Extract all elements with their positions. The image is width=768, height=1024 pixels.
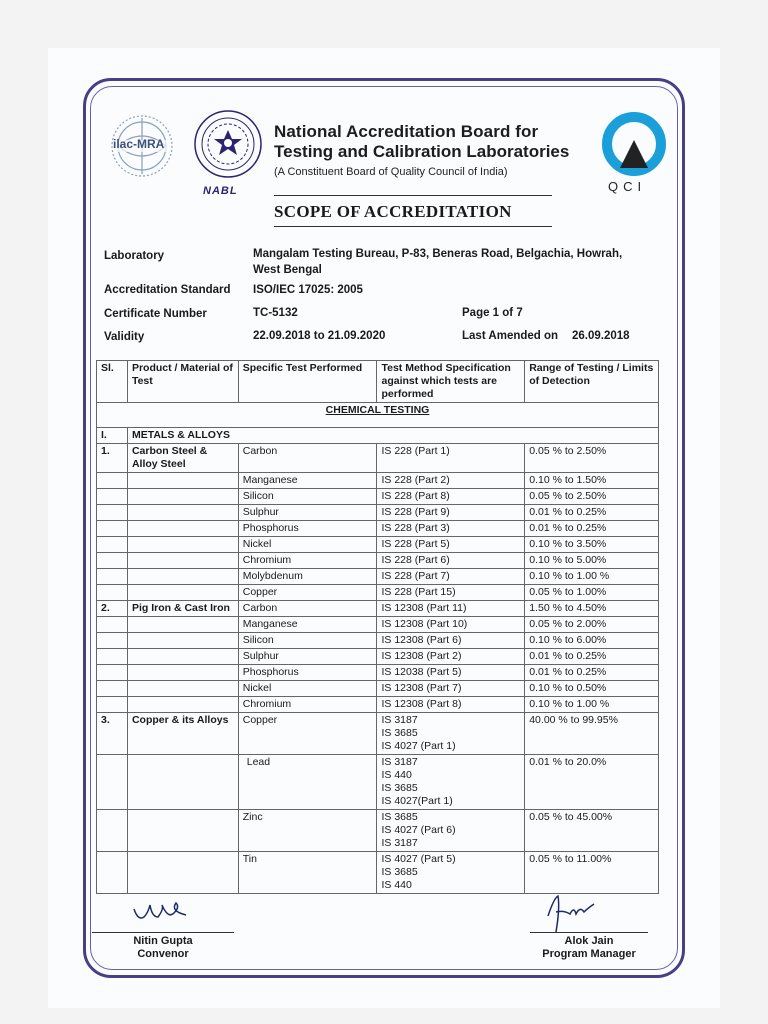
table-row: [97, 473, 659, 489]
test-name: Carbon: [238, 601, 377, 617]
table-row: [97, 521, 659, 537]
group-number: [97, 585, 128, 601]
test-range: 0.05 % to 2.50%: [525, 489, 659, 505]
test-range: 40.00 % to 99.95%: [525, 713, 659, 755]
test-range: 0.10 % to 5.00%: [525, 553, 659, 569]
test-range: 0.10 % to 1.00 %: [525, 697, 659, 713]
group-number: [97, 810, 128, 852]
group-product: [127, 665, 238, 681]
scope-title: SCOPE OF ACCREDITATION: [274, 202, 512, 221]
test-range: 0.05 % to 2.00%: [525, 617, 659, 633]
org-name-line2: Testing and Calibration Laboratories: [274, 142, 570, 161]
qci-logo: [600, 110, 668, 178]
group-number: [97, 649, 128, 665]
test-name: Molybdenum: [238, 569, 377, 585]
test-method: [377, 713, 525, 755]
nabl-label: NABL: [203, 185, 238, 197]
table-row: [97, 553, 659, 569]
laboratory-value-line1: Mangalam Testing Bureau, P-83, Beneras Road, Belgachia, Howrah,: [253, 248, 623, 260]
test-name: Phosphorus: [238, 665, 377, 681]
group-product: [127, 505, 238, 521]
section-row: [97, 403, 659, 428]
header-method: Test Method Specification against which tests are performed: [377, 361, 525, 403]
group-number: 3.: [97, 713, 128, 755]
group-product: [127, 489, 238, 505]
group-number: [97, 569, 128, 585]
group-product: [127, 473, 238, 489]
test-method: IS 228 (Part 3): [377, 521, 525, 537]
table-row: [97, 617, 659, 633]
ilac-mra-logo: [108, 112, 176, 180]
test-method: IS 228 (Part 6): [377, 553, 525, 569]
table-body: [97, 444, 659, 894]
test-method-line: IS 3685: [381, 727, 418, 739]
group-product: [127, 617, 238, 633]
group-number: [97, 473, 128, 489]
table-row: [97, 601, 659, 617]
right-signatory-title: Program Manager: [542, 948, 636, 960]
amended-label: Last Amended on: [462, 330, 559, 342]
test-method: IS 12308 (Part 10): [377, 617, 525, 633]
test-method: IS 228 (Part 5): [377, 537, 525, 553]
header-range: Range of Testing / Limits of Detection: [525, 361, 659, 403]
title-rule-top: [274, 195, 552, 196]
test-range: 0.01 % to 0.25%: [525, 505, 659, 521]
validity-value: 22.09.2018 to 21.09.2020: [253, 330, 386, 342]
group-number: [97, 617, 128, 633]
group-product: [127, 852, 238, 894]
test-range: 0.05 % to 1.00%: [525, 585, 659, 601]
header-test: Specific Test Performed: [238, 361, 377, 403]
amended-value: 26.09.2018: [572, 330, 630, 342]
test-range: 0.05 % to 45.00%: [525, 810, 659, 852]
test-method: IS 228 (Part 15): [377, 585, 525, 601]
group-product: [127, 633, 238, 649]
test-name: Manganese: [238, 473, 377, 489]
group-product: [127, 649, 238, 665]
group-number: [97, 852, 128, 894]
test-name: Phosphorus: [238, 521, 377, 537]
laboratory-value-line2: West Bengal: [253, 264, 322, 276]
test-range: 0.01 % to 20.0%: [525, 755, 659, 810]
test-method: [377, 852, 525, 894]
group-number: [97, 681, 128, 697]
org-subtitle: (A Constituent Board of Quality Council of India): [274, 166, 508, 178]
table-row: [97, 810, 659, 852]
left-signatory-title: Convenor: [137, 948, 189, 960]
right-signature: [540, 888, 600, 938]
right-signature-line: [530, 932, 648, 933]
category-number: I.: [97, 428, 128, 444]
test-method-line: IS 3187: [381, 714, 418, 726]
test-method: IS 12308 (Part 11): [377, 601, 525, 617]
test-name: Silicon: [238, 489, 377, 505]
group-product: [127, 521, 238, 537]
test-method: [377, 755, 525, 810]
group-number: [97, 537, 128, 553]
category-name: METALS & ALLOYS: [127, 428, 658, 444]
test-name: Chromium: [238, 697, 377, 713]
table-row: [97, 697, 659, 713]
test-range: 0.05 % to 11.00%: [525, 852, 659, 894]
test-range: 0.01 % to 0.25%: [525, 649, 659, 665]
group-number: [97, 505, 128, 521]
group-number: 1.: [97, 444, 128, 473]
test-name: Copper: [238, 713, 377, 755]
test-method: IS 228 (Part 7): [377, 569, 525, 585]
table-header-row: [97, 361, 659, 403]
left-signature-line: [92, 932, 234, 933]
group-product: [127, 810, 238, 852]
test-range: 0.01 % to 0.25%: [525, 521, 659, 537]
test-name: Chromium: [238, 553, 377, 569]
title-rule-bottom: [274, 226, 552, 227]
test-method: IS 12308 (Part 2): [377, 649, 525, 665]
group-product: [127, 553, 238, 569]
test-range: 0.05 % to 2.50%: [525, 444, 659, 473]
test-method: IS 12308 (Part 7): [377, 681, 525, 697]
table-row: [97, 489, 659, 505]
right-signatory-name: Alok Jain: [564, 935, 614, 947]
group-product: Carbon Steel & Alloy Steel: [127, 444, 238, 473]
test-range: 0.01 % to 0.25%: [525, 665, 659, 681]
test-name: Carbon: [238, 444, 377, 473]
group-number: [97, 489, 128, 505]
table-row: [97, 569, 659, 585]
table-row: [97, 681, 659, 697]
test-name: Nickel: [238, 681, 377, 697]
left-signature: [130, 895, 190, 931]
table-row: [97, 444, 659, 473]
table-row: [97, 665, 659, 681]
table-row: [97, 505, 659, 521]
test-name: Tin: [238, 852, 377, 894]
test-method-line: IS 440: [381, 879, 412, 891]
test-method-line: IS 3685: [381, 866, 418, 878]
validity-label: Validity: [104, 331, 145, 343]
group-number: [97, 633, 128, 649]
standard-value: ISO/IEC 17025: 2005: [253, 284, 363, 296]
test-method: IS 228 (Part 9): [377, 505, 525, 521]
test-range: 0.10 % to 6.00%: [525, 633, 659, 649]
group-product: Copper & its Alloys: [127, 713, 238, 755]
test-range: 0.10 % to 1.00 %: [525, 569, 659, 585]
test-range: 0.10 % to 1.50%: [525, 473, 659, 489]
category-row: [97, 428, 659, 444]
test-method-line: IS 3187: [381, 756, 418, 768]
test-method: IS 228 (Part 1): [377, 444, 525, 473]
test-name: Zinc: [238, 810, 377, 852]
group-number: [97, 697, 128, 713]
table-row: [97, 713, 659, 755]
table-row: [97, 649, 659, 665]
org-name-line1: National Accreditation Board for: [274, 122, 539, 141]
table-row: [97, 537, 659, 553]
test-method-line: IS 440: [381, 769, 412, 781]
standard-label: Accreditation Standard: [104, 284, 231, 296]
test-method: [377, 810, 525, 852]
test-name: Lead: [238, 755, 377, 810]
group-product: [127, 681, 238, 697]
test-name: Sulphur: [238, 649, 377, 665]
left-signatory-name: Nitin Gupta: [133, 935, 193, 947]
qci-label: QCI: [608, 179, 647, 194]
test-method-line: IS 3187: [381, 837, 418, 849]
scope-table: [96, 360, 659, 894]
test-method: IS 12308 (Part 8): [377, 697, 525, 713]
certificate-label: Certificate Number: [104, 308, 207, 320]
test-name: Silicon: [238, 633, 377, 649]
group-number: [97, 521, 128, 537]
test-name: Manganese: [238, 617, 377, 633]
laboratory-label: Laboratory: [104, 250, 165, 262]
nabl-seal-logo: [192, 108, 264, 180]
group-product: [127, 697, 238, 713]
page-number: Page 1 of 7: [462, 307, 523, 319]
group-number: [97, 755, 128, 810]
table-row: [97, 755, 659, 810]
group-product: [127, 569, 238, 585]
header-product: Product / Material of Test: [127, 361, 238, 403]
ilac-mra-label: ilac-MRA: [113, 137, 165, 151]
group-product: Pig Iron & Cast Iron: [127, 601, 238, 617]
group-number: 2.: [97, 601, 128, 617]
test-name: Sulphur: [238, 505, 377, 521]
test-method: IS 228 (Part 8): [377, 489, 525, 505]
section-title: CHEMICAL TESTING: [97, 403, 659, 428]
test-range: 0.10 % to 3.50%: [525, 537, 659, 553]
group-product: [127, 585, 238, 601]
certificate-value: TC-5132: [253, 307, 298, 319]
test-method-line: IS 4027(Part 1): [381, 795, 453, 807]
table-row: [97, 585, 659, 601]
test-method-line: IS 4027 (Part 5): [381, 853, 456, 865]
test-method: IS 12038 (Part 5): [377, 665, 525, 681]
test-name: Nickel: [238, 537, 377, 553]
test-name: Copper: [238, 585, 377, 601]
group-number: [97, 665, 128, 681]
group-number: [97, 553, 128, 569]
test-method: IS 228 (Part 2): [377, 473, 525, 489]
test-method-line: IS 3685: [381, 782, 418, 794]
test-method-line: IS 4027 (Part 6): [381, 824, 456, 836]
test-method-line: IS 4027 (Part 1): [381, 740, 456, 752]
test-range: 0.10 % to 0.50%: [525, 681, 659, 697]
test-range: 1.50 % to 4.50%: [525, 601, 659, 617]
test-method-line: IS 3685: [381, 811, 418, 823]
header-sl: Sl.: [97, 361, 128, 403]
test-method: IS 12308 (Part 6): [377, 633, 525, 649]
group-product: [127, 755, 238, 810]
group-product: [127, 537, 238, 553]
table-row: [97, 633, 659, 649]
